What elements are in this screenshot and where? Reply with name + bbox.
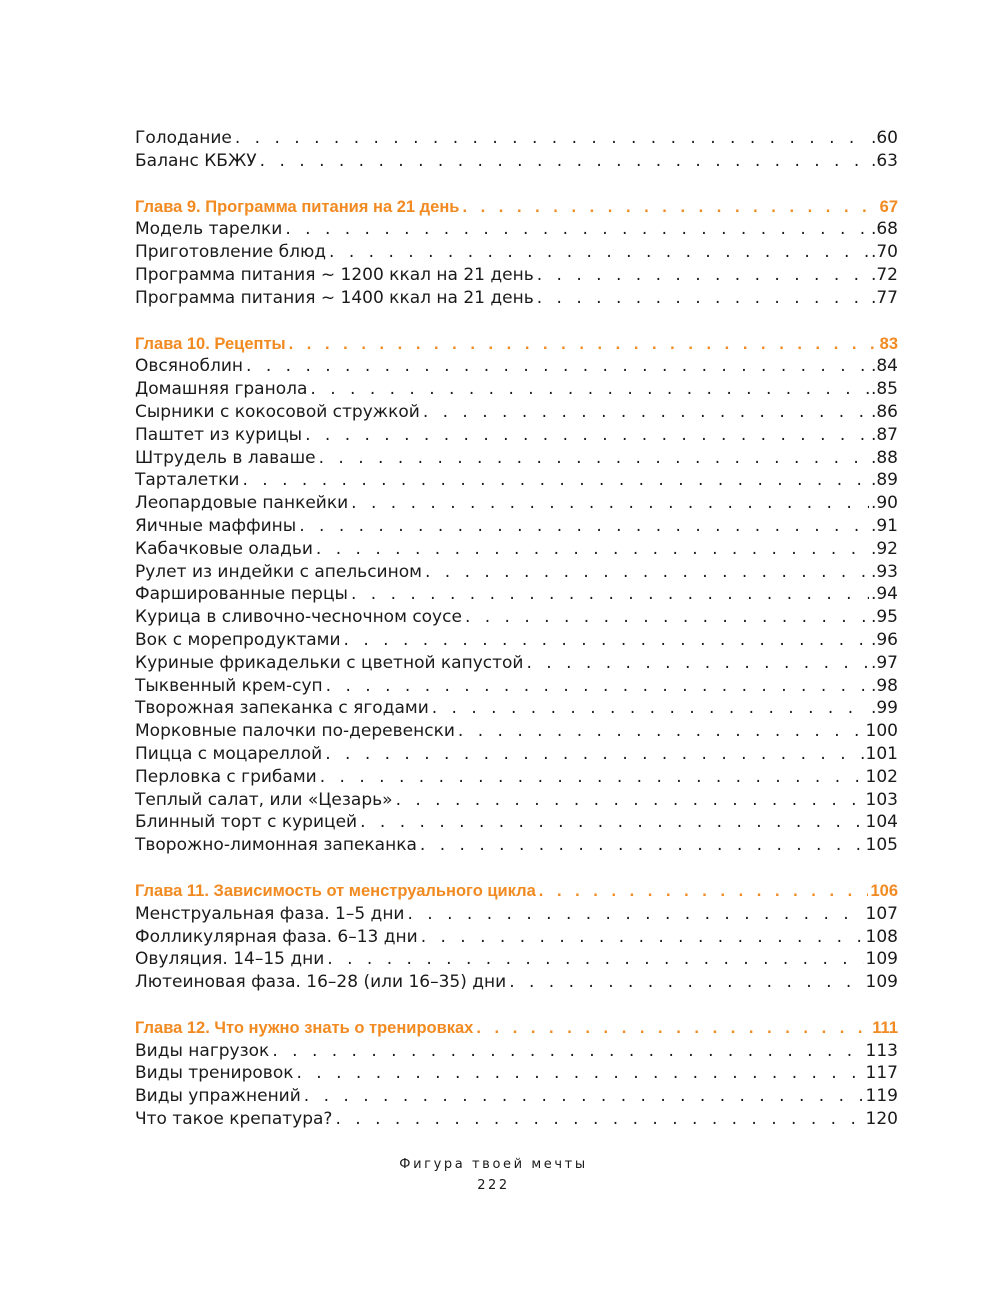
page-number: 222 (477, 1178, 510, 1193)
toc-entry-title: Творожная запеканка с ягодами (135, 698, 429, 719)
toc-entry[interactable] (135, 743, 898, 766)
toc-entry-page: 102 (865, 766, 898, 787)
toc-entry-title: Вок с морепродуктами (135, 629, 341, 650)
dot-leader (348, 583, 869, 606)
dot-leader (301, 1085, 864, 1108)
chapter-page: 83 (879, 334, 898, 353)
dot-leader (420, 401, 869, 424)
dot-leader (523, 652, 868, 675)
toc-entry-title: Менструальная фаза. 1–5 дни (135, 903, 405, 924)
toc-entry-page: 119 (865, 1086, 898, 1107)
toc-entry[interactable] (135, 971, 898, 994)
toc-entry-title: Фаршированные перцы (135, 584, 348, 605)
toc-entry[interactable] (135, 1062, 898, 1085)
chapter-page: 106 (870, 881, 898, 900)
toc-entry-page: 113 (865, 1040, 898, 1061)
toc-entry-title: Леопардовые панкейки (135, 493, 349, 514)
toc-entry[interactable] (135, 926, 898, 949)
toc-entry-title: Тарталетки (135, 470, 240, 491)
toc-entry-title: Курица в сливочно-чесночном соусе (135, 607, 462, 628)
toc-entry[interactable] (135, 538, 898, 561)
chapter-page: 67 (879, 197, 898, 216)
toc-entry-page: .93 (870, 561, 898, 582)
dot-leader (323, 675, 869, 698)
toc-entry[interactable] (135, 355, 898, 378)
toc-entry[interactable] (135, 264, 898, 287)
toc-entry-title: Домашняя гранола (135, 379, 308, 400)
toc-entry-title: Программа питания ~ 1200 ккал на 21 день (135, 264, 534, 285)
toc-entry-title: Блинный торт с курицей (135, 812, 358, 833)
dot-leader (239, 469, 868, 492)
toc-entry-title: Виды нагрузок (135, 1040, 270, 1061)
toc-entry-page: .72 (870, 264, 898, 285)
toc-entry[interactable] (135, 241, 898, 264)
section-gap (135, 994, 898, 1017)
dot-leader (257, 150, 869, 173)
toc-entry-title: Паштет из курицы (135, 424, 303, 445)
toc-entry-page: .89 (870, 470, 898, 491)
toc-entry-title: Овсяноблин (135, 356, 244, 377)
toc-entry-page: .86 (870, 401, 898, 422)
chapter-title: Глава 11. Зависимость от менструального цикла (135, 881, 536, 900)
toc-entry-page: 101 (865, 743, 898, 764)
toc-entry-title: Что такое крепатура? (135, 1109, 333, 1130)
dot-leader (286, 333, 878, 356)
toc-entry[interactable] (135, 583, 898, 606)
toc-entry-page: 103 (865, 789, 898, 810)
dot-leader (534, 264, 869, 287)
chapter-title: Глава 12. Что нужно знать о тренировках (135, 1018, 474, 1037)
dot-leader (455, 720, 864, 743)
toc-entry-page: .87 (870, 424, 898, 445)
toc-entry-page: 120 (865, 1109, 898, 1130)
toc-entry-title: Перловка с грибами (135, 766, 317, 787)
toc-entry[interactable] (135, 606, 898, 629)
toc-entry-page: .68 (870, 219, 898, 240)
toc-entry-title: Теплый салат, или «Цезарь» (135, 789, 393, 810)
toc-entry-page: .96 (870, 629, 898, 650)
toc-entry-page: .70 (870, 242, 898, 263)
dot-leader (294, 1062, 864, 1085)
chapter-heading-10[interactable] (135, 333, 898, 356)
section-gap (135, 310, 898, 333)
toc-entry[interactable] (135, 1108, 898, 1131)
dot-leader (506, 971, 863, 994)
toc-entry-page: 109 (865, 972, 898, 993)
toc-entry[interactable] (135, 378, 898, 401)
chapter-title: Глава 9. Программа питания на 21 день (135, 197, 460, 216)
toc-entry-page: .84 (870, 356, 898, 377)
toc-entry[interactable] (135, 1040, 898, 1063)
toc-entry-title: Баланс КБЖУ (135, 150, 257, 171)
toc-entry[interactable] (135, 515, 898, 538)
toc-entry[interactable] (135, 287, 898, 310)
toc-entry[interactable] (135, 834, 898, 857)
toc-entry-page: .60 (870, 128, 898, 148)
toc-entry[interactable] (135, 218, 898, 241)
toc-entry-page: .94 (870, 584, 898, 605)
chapter-heading-11[interactable] (135, 880, 898, 903)
dot-leader (418, 926, 864, 949)
toc-entry[interactable] (135, 1085, 898, 1108)
dot-leader (269, 1040, 863, 1063)
chapter-heading-12[interactable] (135, 1017, 898, 1040)
dot-leader (316, 447, 869, 470)
dot-leader (534, 287, 869, 310)
toc-entry[interactable] (135, 903, 898, 926)
toc-entry[interactable] (135, 766, 898, 789)
toc-entry-page: .97 (870, 652, 898, 673)
toc-entry-page: 100 (865, 721, 898, 742)
dot-leader (332, 1108, 863, 1131)
toc-entry-page: .63 (870, 150, 898, 171)
toc-entry-title: Тыквенный крем-суп (135, 675, 323, 696)
toc-entry[interactable] (135, 629, 898, 652)
toc-entry-title: Творожно-лимонная запеканка (135, 835, 417, 856)
dot-leader (473, 1017, 870, 1040)
toc-entry-page: .85 (870, 379, 898, 400)
toc-entry-title: Виды упражнений (135, 1086, 301, 1107)
section-gap (135, 857, 898, 880)
toc-entry-page: .88 (870, 447, 898, 468)
toc-entry-title: Пицца с моцареллой (135, 743, 323, 764)
dot-leader (429, 697, 869, 720)
chapter-heading-9[interactable] (135, 196, 898, 219)
dot-leader (302, 424, 869, 447)
dot-leader (317, 766, 864, 789)
toc-entry[interactable] (135, 469, 898, 492)
toc-entry-page: .98 (870, 675, 898, 696)
chapter-title: Глава 10. Рецепты (135, 334, 286, 353)
dot-leader (422, 561, 869, 584)
dot-leader (417, 834, 864, 857)
dot-leader (462, 606, 869, 629)
toc-entry-title: Голодание (135, 128, 232, 148)
toc-entry-title: Приготовление блюд (135, 242, 327, 263)
toc-entry-page: .95 (870, 607, 898, 628)
toc-entry-title: Яичные маффины (135, 515, 297, 536)
dot-leader (282, 218, 869, 241)
toc-entry-page: .91 (870, 515, 898, 536)
toc-entry-title: Морковные палочки по-деревенски (135, 721, 455, 742)
dot-leader (296, 515, 869, 538)
dot-leader (357, 811, 863, 834)
dot-leader (307, 378, 869, 401)
toc-entry[interactable] (135, 948, 898, 971)
toc-entry-title: Овуляция. 14–15 дни (135, 949, 325, 970)
toc-entry-page: 104 (865, 812, 898, 833)
toc-entry[interactable] (135, 424, 898, 447)
toc-entry[interactable] (135, 492, 898, 515)
toc-entry-title: Куриные фрикадельки с цветной капустой (135, 652, 524, 673)
dot-leader (536, 880, 869, 903)
toc-entry-page: .92 (870, 538, 898, 559)
toc-entry-page: 105 (865, 835, 898, 856)
section-gap (135, 173, 898, 196)
running-footer-title: Фигура твоей мечты (399, 1157, 588, 1172)
toc-entry-title: Программа питания ~ 1400 ккал на 21 день (135, 287, 534, 308)
toc-entry-title: Модель тарелки (135, 219, 283, 240)
toc-entry-title: Рулет из индейки с апельсином (135, 561, 422, 582)
toc-entry-page: 107 (865, 903, 898, 924)
table-of-contents (135, 127, 898, 1131)
toc-entry-title: Штрудель в лаваше (135, 447, 316, 468)
dot-leader (326, 241, 869, 264)
dot-leader (341, 629, 869, 652)
dot-leader (232, 127, 869, 150)
toc-entry[interactable] (135, 652, 898, 675)
toc-entry-page: .99 (870, 698, 898, 719)
dot-leader (393, 789, 864, 812)
dot-leader (322, 743, 863, 766)
toc-entry-page: 109 (865, 949, 898, 970)
toc-entry-title: Лютеиновая фаза. 16–28 (или 16–35) дни (135, 972, 507, 993)
dot-leader (243, 355, 869, 378)
dot-leader (324, 948, 863, 971)
toc-entry[interactable] (135, 150, 898, 173)
toc-entry[interactable] (135, 811, 898, 834)
toc-entry-page: 108 (865, 926, 898, 947)
dot-leader (348, 492, 869, 515)
toc-entry[interactable] (135, 789, 898, 812)
toc-entry[interactable] (135, 401, 898, 424)
dot-leader (459, 196, 877, 219)
toc-entry-page: .77 (870, 287, 898, 308)
toc-entry[interactable] (135, 561, 898, 584)
toc-entry[interactable] (135, 127, 898, 150)
toc-entry-title: Виды тренировок (135, 1063, 294, 1084)
toc-entry-page: 117 (865, 1063, 898, 1084)
chapter-page: 111 (872, 1018, 898, 1037)
toc-entry[interactable] (135, 675, 898, 698)
dot-leader (404, 903, 863, 926)
toc-entry-title: Сырники с кокосовой стружкой (135, 401, 420, 422)
toc-entry[interactable] (135, 697, 898, 720)
toc-entry[interactable] (135, 720, 898, 743)
toc-entry[interactable] (135, 447, 898, 470)
toc-entry-title: Фолликулярная фаза. 6–13 дни (135, 926, 418, 947)
dot-leader (313, 538, 869, 561)
toc-entry-page: .90 (870, 493, 898, 514)
toc-entry-title: Кабачковые оладьи (135, 538, 313, 559)
